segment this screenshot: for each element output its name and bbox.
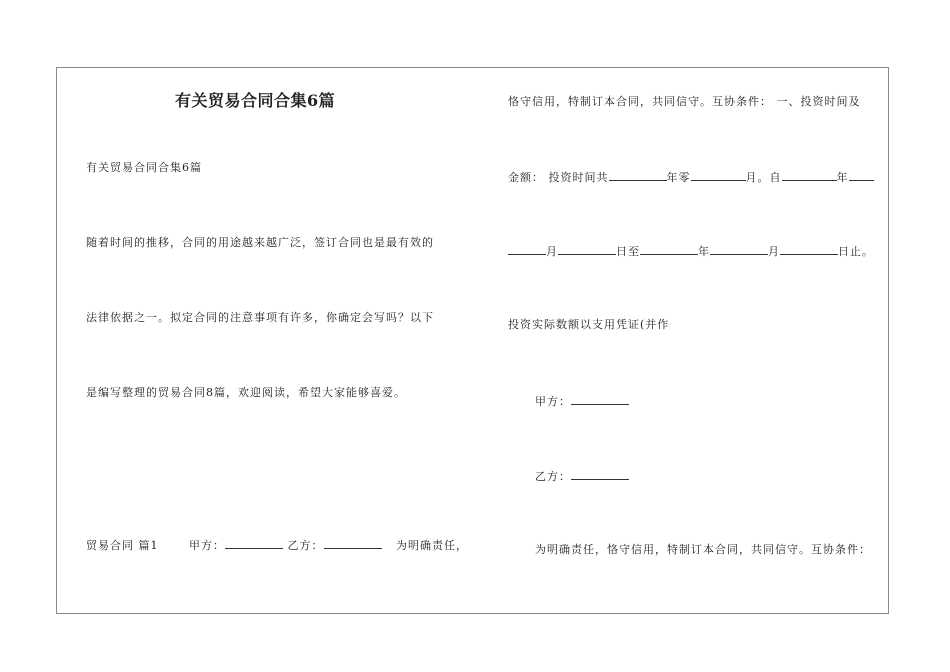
- end-year-blank: [640, 243, 698, 255]
- left-heading: 有关贸易合同合集6篇: [86, 161, 202, 174]
- intro-line-3: 是编写整理的贸易合同8篇，欢迎阅读，希望大家能够喜爱。: [86, 386, 406, 399]
- intro-line-1: 随着时间的推移，合同的用途越来越广泛，签订合同也是最有效的: [86, 236, 434, 249]
- years-blank: [609, 169, 667, 181]
- document-title: 有关贸易合同合集6篇: [175, 91, 336, 110]
- contract-label: 贸易合同: [86, 539, 134, 552]
- contract-tail: 为明确责任，: [396, 539, 468, 552]
- end-day-label: 日止。: [838, 245, 874, 258]
- end-year-label: 年: [698, 245, 710, 258]
- end-month-label: 月: [768, 245, 780, 258]
- start-month-label: 月: [546, 245, 558, 258]
- right-line-3: [508, 243, 874, 259]
- start-month-blank-part: [849, 169, 874, 181]
- right-party-a: [535, 393, 629, 409]
- party-a-blank: [225, 537, 283, 549]
- months-from-label: 月。自: [745, 171, 782, 184]
- years-zero-label: 年零: [666, 171, 691, 184]
- right-party-b: [535, 468, 629, 484]
- right-line-2: [508, 169, 874, 185]
- end-day-blank: [780, 243, 838, 255]
- start-day-to-label: 日至: [616, 245, 640, 258]
- contract-1-line: [86, 537, 468, 553]
- months-blank: [691, 169, 746, 181]
- party-b-blank: [324, 537, 382, 549]
- start-month-blank: [508, 243, 546, 255]
- start-day-blank: [558, 243, 616, 255]
- contract-number: 篇1: [138, 539, 159, 552]
- start-year-blank: [782, 169, 837, 181]
- right-party-a-label: 甲方：: [535, 395, 571, 408]
- right-line-last: 为明确责任，恪守信用，特制订本合同，共同信守。互协条件：: [535, 543, 871, 556]
- right-line-4: 投资实际数额以支用凭证(并作: [508, 318, 670, 331]
- right-party-b-label: 乙方：: [535, 470, 571, 483]
- amount-label: 金额： 投资时间共: [508, 171, 609, 184]
- end-month-blank: [710, 243, 768, 255]
- party-b-label: 乙方：: [287, 539, 324, 552]
- intro-line-2: 法律依据之一。拟定合同的注意事项有许多，你确定会写吗？以下: [86, 311, 434, 324]
- page-frame: [56, 67, 889, 614]
- right-party-b-blank: [571, 468, 629, 480]
- right-line-1: 恪守信用，特制订本合同，共同信守。互协条件： 一、投资时间及: [508, 95, 861, 108]
- right-party-a-blank: [571, 393, 629, 405]
- party-a-label: 甲方：: [189, 539, 225, 552]
- start-year-label: 年: [836, 171, 849, 184]
